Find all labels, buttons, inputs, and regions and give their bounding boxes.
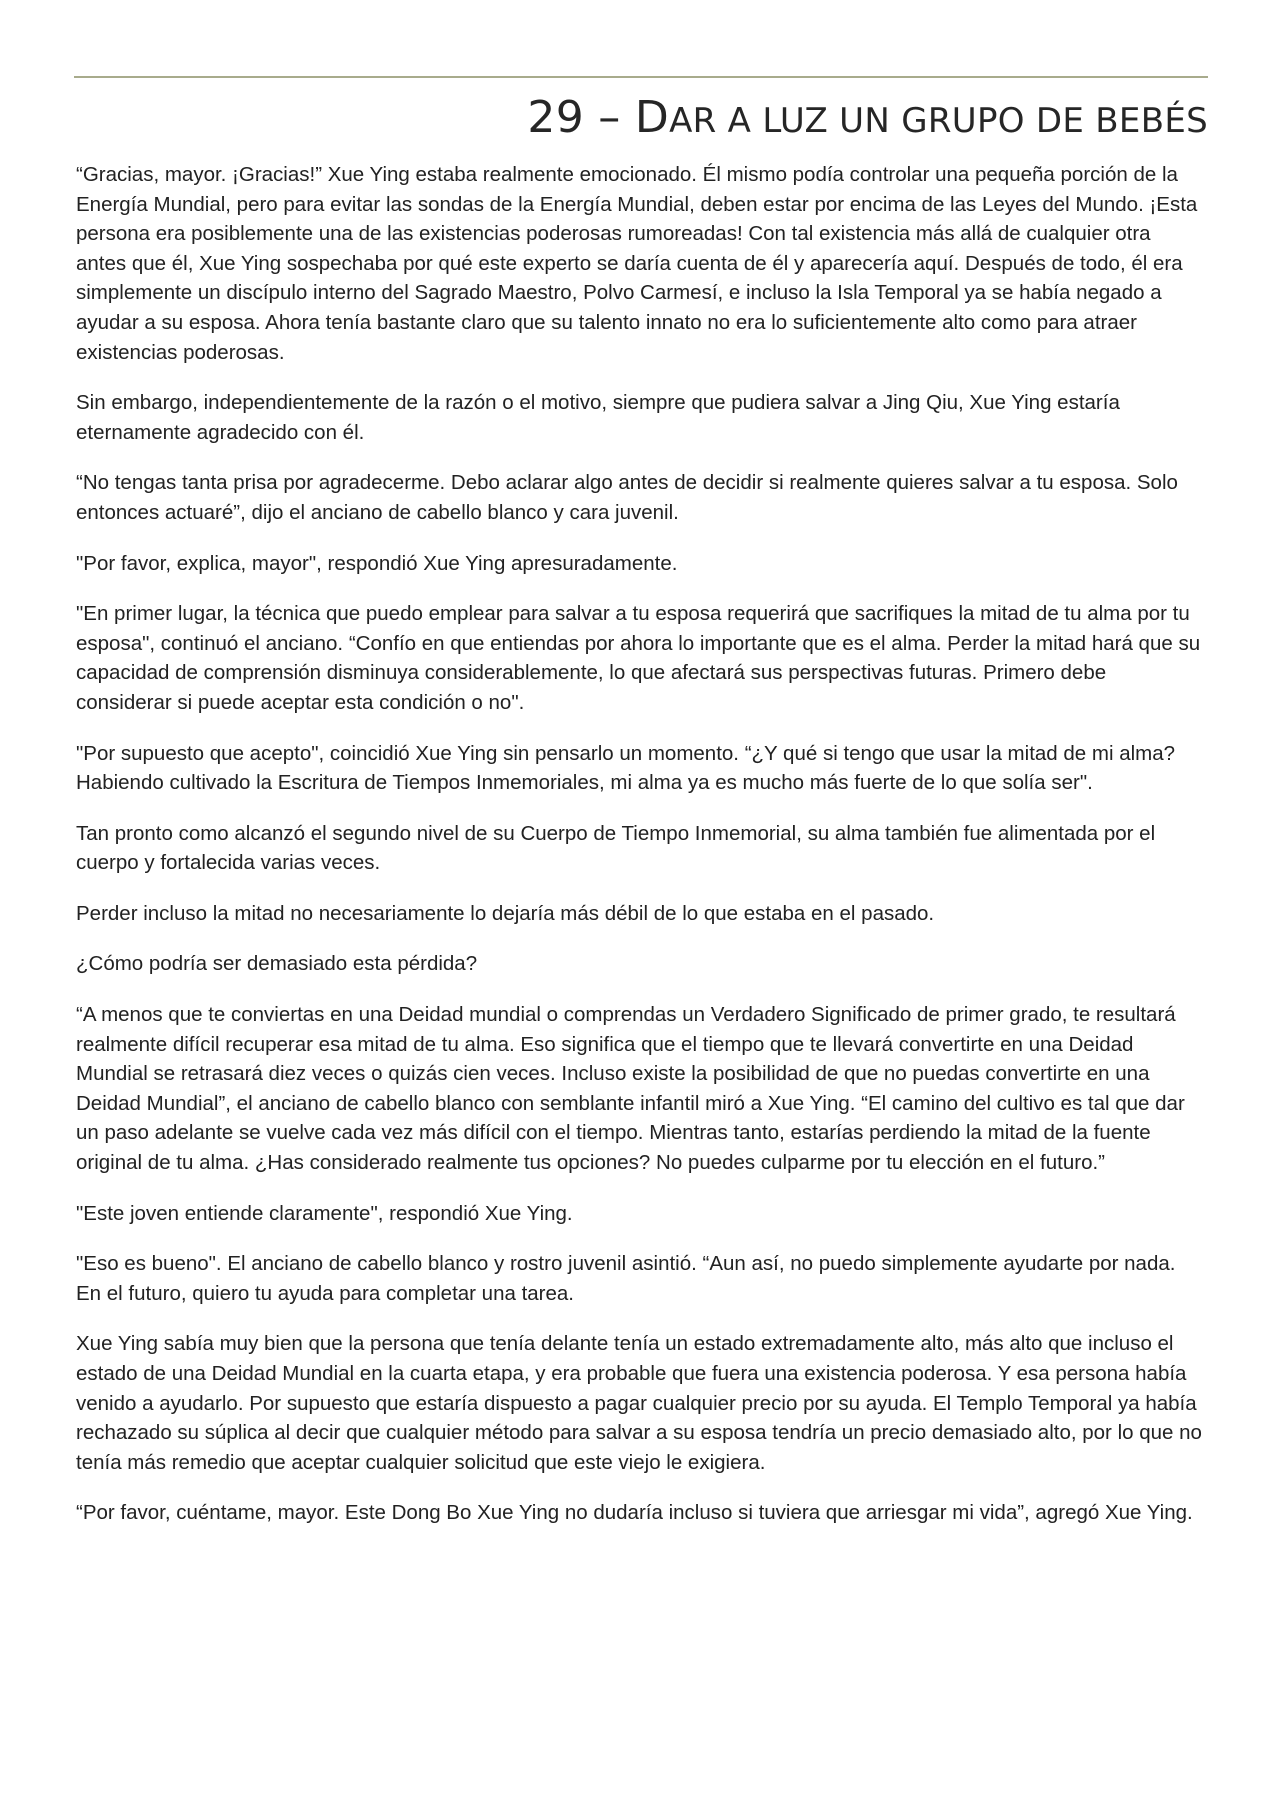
paragraph: “Gracias, mayor. ¡Gracias!” Xue Ying estaba realmente emocionado. Él mismo podía controlar una pequeña porción de la Energía Mundial, pero para evitar las sondas de la Energía Mundial, deben estar por encima de las Leyes del Mundo. ¡Esta persona era posiblemente una de las existencias poderosas rumoreadas! Con tal existencia más allá de cualquier otra antes que él, Xue Ying sospechaba por qué este experto se daría cuenta de él y aparecería aquí. Después de todo, él era simplemente un discípulo interno del Sagrado Maestro, Polvo Carmesí, e incluso la Isla Temporal ya se había negado a ayudar a su esposa. Ahora tenía bastante claro que su talento innato no era lo suficientemente alto como para atraer existencias poderosas. [76, 163, 1198, 364]
paragraph: "Por supuesto que acepto", coincidió Xue Ying sin pensarlo un momento. “¿Y qué si tengo que usar la mitad de mi alma? Habiendo cultivado la Escritura de Tiempos Inmemoriales, mi alma ya es mucho más fuerte de lo que solía ser". [76, 741, 1176, 795]
paragraph: Tan pronto como alcanzó el segundo nivel de su Cuerpo de Tiempo Inmemorial, su alma también fue alimentada por el cuerpo y fortalecida varias veces. [76, 821, 1156, 875]
chapter-title-initial: D [634, 92, 670, 143]
header-rule [74, 76, 1208, 78]
chapter-title-rest: AR A LUZ UN GRUPO DE BEBÉS [669, 101, 1208, 141]
chapter-title [527, 88, 1208, 151]
paragraph: “No tengas tanta prisa por agradecerme. Debo aclarar algo antes de decidir si realmente quieres salvar a tu esposa. Solo entonces actuaré”, dijo el anciano de cabello blanco y cara juvenil. [76, 471, 1178, 524]
chapter-number: 29 – [527, 92, 635, 143]
paragraph: "Este joven entiende claramente", respondió Xue Ying. [76, 1201, 573, 1225]
paragraph: Sin embargo, independientemente de la razón o el motivo, siempre que pudiera salvar a Jing Qiu, Xue Ying estaría eternamente agradecido con él. [76, 391, 1120, 444]
paragraph: "En primer lugar, la técnica que puedo emplear para salvar a tu esposa requerirá que sacrifiques la mitad de tu alma por tu esposa", continuó el anciano. “Confío en que entiendas por ahora lo importante que es el alma. Perder la mitad hará que su capacidad de comprensión disminuya considerablemente, lo que afectará sus perspectivas futuras. Primero debe considerar si puede aceptar esta condición o no". [76, 602, 1201, 714]
paragraph: ¿Cómo podría ser demasiado esta pérdida? [76, 952, 478, 976]
paragraph: “A menos que te conviertas en una Deidad mundial o comprendas un Verdadero Significado de primer grado, te resultará realmente difícil recuperar esa mitad de tu alma. Eso significa que el tiempo que te llevará convertirte en una Deidad Mundial se retrasará diez veces o quizás cien veces. Incluso existe la posibilidad de que no puedas convertirte en una Deidad Mundial”, el anciano de cabello blanco con semblante infantil miró a Xue Ying. “El camino del cultivo es tal que dar un paso adelante se vuelve cada vez más difícil con el tiempo. Mientras tanto, estarías perdiendo la mitad de la fuente original de tu alma. ¿Has considerado realmente tus opciones? No puedes culparme por tu elección en el futuro.” [76, 1003, 1185, 1175]
chapter-body [76, 160, 1206, 1549]
paragraph: Xue Ying sabía muy bien que la persona que tenía delante tenía un estado extremadamente alto, más alto que incluso el estado de una Deidad Mundial en la cuarta etapa, y era probable que fuera una existencia poderosa. Y esa persona había venido a ayudarlo. Por supuesto que estaría dispuesto a pagar cualquier precio por su ayuda. El Templo Temporal ya había rechazado su súplica al decir que cualquier método para salvar a su esposa tendría un precio demasiado alto, por lo que no tenía más remedio que aceptar cualquier solicitud que este viejo le exigiera. [76, 1332, 1202, 1474]
paragraph: Perder incluso la mitad no necesariamente lo dejaría más débil de lo que estaba en el pasado. [76, 901, 935, 925]
paragraph: "Eso es bueno". El anciano de cabello blanco y rostro juvenil asintió. “Aun así, no puedo simplemente ayudarte por nada. En el futuro, quiero tu ayuda para completar una tarea. [76, 1252, 1176, 1305]
paragraph: “Por favor, cuéntame, mayor. Este Dong Bo Xue Ying no dudaría incluso si tuviera que arriesgar mi vida”, agregó Xue Ying. [76, 1501, 1193, 1525]
document-page [74, 0, 1208, 1810]
paragraph: "Por favor, explica, mayor", respondió Xue Ying apresuradamente. [76, 551, 678, 575]
